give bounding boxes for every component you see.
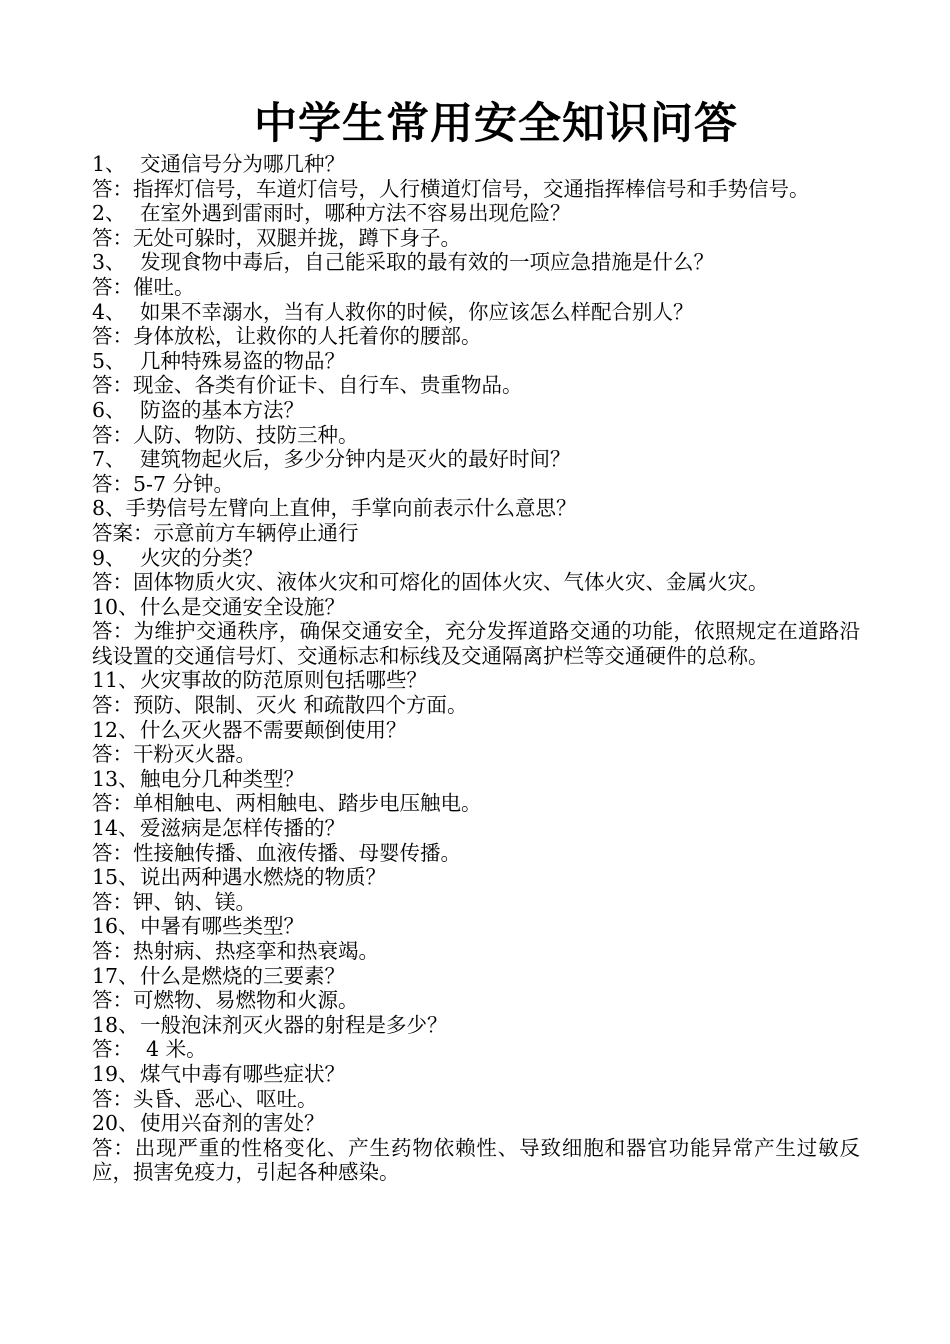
answer-line: 答：5-7 分钟。: [92, 471, 235, 496]
question-text: 如果不幸溺水，当有人救你的时候，你应该怎么样配合别人？: [140, 299, 694, 324]
question-number: 5、: [92, 348, 126, 373]
question-line: [92, 595, 860, 620]
question-line: [92, 546, 860, 571]
question-number: 7、: [92, 447, 126, 472]
answer-line: 答： 4 米。: [92, 1037, 207, 1062]
question-number: 2、: [92, 201, 126, 226]
document-title: 中学生常用安全知识问答: [254, 99, 738, 149]
answer-line: 答：身体放松，让救你的人托着你的腰部。: [92, 324, 482, 349]
question-number: 13、: [92, 766, 139, 791]
answer-line: 答：单相触电、两相触电、踏步电压触电。: [92, 791, 482, 816]
qa-list: [92, 152, 860, 1185]
question-number: 8、: [92, 496, 126, 521]
question-text: 交通信号分为哪几种？: [140, 152, 345, 176]
question-line: [92, 300, 860, 325]
answer-line: 答：为维护交通秩序，确保交通安全，充分发挥道路交通的功能，依照规定在道路沿线设置的交通信号灯、交通标志和标线及交通隔离护栏等交通硬件的总称。: [92, 619, 860, 668]
question-number: 19、: [92, 1061, 139, 1086]
question-number: 15、: [92, 865, 139, 890]
question-line: [92, 964, 860, 989]
question-text: 一般泡沫剂灭火器的射程是多少？: [140, 1012, 448, 1037]
question-text: 在室外遇到雷雨时，哪种方法不容易出现危险？: [140, 201, 571, 226]
answer-line: 答：性接触传播、血液传播、母婴传播。: [92, 840, 461, 865]
question-line: [92, 816, 860, 841]
question-number: 20、: [92, 1111, 139, 1136]
question-text: 煤气中毒有哪些症状？: [140, 1061, 345, 1086]
answer-line: 答：人防、物防、技防三种。: [92, 422, 359, 447]
document-page: [92, 96, 860, 1185]
question-number: 3、: [92, 250, 126, 275]
question-line: [92, 152, 860, 177]
question-line: [92, 447, 860, 472]
question-text: 使用兴奋剂的害处？: [140, 1111, 325, 1136]
answer-line: 答：干粉灭火器。: [92, 742, 256, 767]
question-line: [92, 718, 860, 743]
question-number: 6、: [92, 397, 126, 422]
answer-line: 答：催吐。: [92, 274, 195, 299]
answer-line: 答：热射病、热痉挛和热衰竭。: [92, 939, 379, 963]
question-line: [92, 767, 860, 792]
question-line: [92, 250, 860, 275]
answer-line: 答：固体物质火灾、液体火灾和可熔化的固体火灾、气体火灾、金属火灾。: [92, 570, 769, 595]
question-number: 16、: [92, 914, 139, 939]
question-text: 什么是燃烧的三要素？: [140, 963, 345, 988]
question-number: 12、: [92, 717, 139, 742]
question-line: [92, 201, 860, 226]
answer-line: 答：钾、钠、镁。: [92, 889, 256, 914]
question-number: 1、: [92, 152, 126, 176]
answer-line: 答：出现严重的性格变化、产生药物依赖性、导致细胞和器官功能异常产生过敏反应，损害免疫力，引起各种感染。: [92, 1135, 860, 1185]
question-text: 发现食物中毒后，自己能采取的最有效的一项应急措施是什么？: [140, 250, 714, 275]
question-line: [92, 914, 860, 939]
question-text: 手势信号左臂向上直伸，手掌向前表示什么意思？: [125, 496, 577, 521]
question-number: 10、: [92, 594, 139, 619]
question-line: [92, 496, 860, 521]
question-text: 爱滋病是怎样传播的？: [140, 816, 345, 841]
question-line: [92, 349, 860, 374]
question-line: [92, 1062, 860, 1087]
question-text: 中暑有哪些类型？: [140, 914, 304, 939]
question-line: [92, 865, 860, 890]
question-text: 什么灭火器不需要颠倒使用？: [140, 717, 407, 742]
question-text: 火灾的分类？: [140, 545, 263, 570]
question-text: 防盗的基本方法？: [140, 397, 304, 422]
question-line: [92, 668, 860, 693]
answer-line: 答：指挥灯信号，车道灯信号，人行横道灯信号，交通指挥棒信号和手势信号。: [92, 176, 810, 201]
question-line: [92, 1013, 860, 1038]
question-line: [92, 1111, 860, 1136]
question-text: 说出两种遇水燃烧的物质？: [140, 865, 386, 890]
question-text: 火灾事故的防范原则包括哪些？: [140, 668, 427, 693]
question-number: 14、: [92, 816, 139, 841]
question-text: 建筑物起火后，多少分钟内是灭火的最好时间？: [140, 447, 571, 472]
question-text: 几种特殊易盗的物品？: [140, 348, 345, 373]
question-number: 17、: [92, 963, 139, 988]
question-text: 触电分几种类型？: [140, 766, 304, 791]
answer-line: 答案：示意前方车辆停止通行: [92, 520, 359, 545]
answer-line: 答：预防、限制、灭火 和疏散四个方面。: [92, 693, 468, 718]
question-line: [92, 398, 860, 423]
answer-line: 答：可燃物、易燃物和火源。: [92, 988, 359, 1013]
question-number: 11、: [92, 668, 139, 693]
answer-line: 答：现金、各类有价证卡、自行车、贵重物品。: [92, 373, 523, 398]
answer-line: 答：头昏、恶心、呕吐。: [92, 1086, 318, 1111]
question-number: 9、: [92, 545, 126, 570]
question-text: 什么是交通安全设施？: [140, 594, 345, 619]
question-number: 18、: [92, 1012, 139, 1037]
answer-line: 答：无处可躲时，双腿并拢，蹲下身子。: [92, 225, 461, 250]
question-number: 4、: [92, 299, 126, 324]
